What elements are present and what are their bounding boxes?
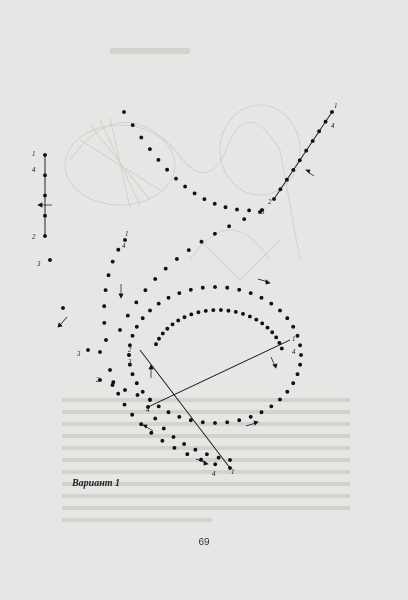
label-left-4: 4 xyxy=(122,242,126,250)
label-mid-1: 1 xyxy=(292,335,296,343)
stitch-dot xyxy=(219,308,223,312)
stitch-dot xyxy=(61,306,65,310)
stitch-dot xyxy=(237,288,241,292)
stitch-dot xyxy=(299,353,303,357)
stitch-dot xyxy=(154,342,158,346)
stitch-dot xyxy=(211,308,215,312)
label-left-1: 1 xyxy=(125,230,129,238)
stitch-dot xyxy=(266,326,270,330)
label-bottom-1: 1 xyxy=(231,468,235,476)
stitch-dot xyxy=(86,348,90,352)
stitch-dot xyxy=(134,301,138,305)
stitch-dot xyxy=(164,267,168,271)
stitch-dot xyxy=(157,337,161,341)
stitch-dot xyxy=(141,390,145,394)
arrow-diag-icon xyxy=(58,317,67,327)
stitch-dot xyxy=(187,248,191,252)
stitch-dot xyxy=(203,197,207,201)
stitch-dot xyxy=(247,209,251,213)
stitch-dot xyxy=(173,446,177,450)
thread-line-right xyxy=(274,112,332,199)
stitch-dot xyxy=(175,257,179,261)
stitch-dot xyxy=(183,185,187,189)
label-mid-2: 2 xyxy=(128,346,132,354)
stitch-dot xyxy=(213,421,217,425)
label-mid-4: 4 xyxy=(292,348,296,356)
label-lower-3: 3 xyxy=(77,350,81,358)
label-mid-3: 3 xyxy=(128,358,132,366)
stitch-dot xyxy=(135,325,139,329)
stitch-dot xyxy=(116,248,120,252)
stitch-dot xyxy=(139,422,143,426)
stitch-dot xyxy=(241,312,245,316)
label-lower-4: 4 xyxy=(146,406,150,414)
arrow-down-icon xyxy=(119,284,123,298)
stitch-dot xyxy=(242,217,246,221)
direction-arrows xyxy=(38,170,314,465)
stitch-dot xyxy=(126,314,130,318)
stitch-dot xyxy=(149,431,153,435)
stitch-dot xyxy=(189,313,193,317)
stitch-dot xyxy=(254,318,258,322)
stitch-dot xyxy=(131,334,135,338)
stitch-dot xyxy=(167,410,171,414)
stitch-dot xyxy=(201,286,205,290)
stitch-dot xyxy=(48,258,52,262)
stitch-dot xyxy=(285,390,289,394)
stitch-dot xyxy=(98,350,102,354)
stitch-dot xyxy=(177,291,181,295)
stitch-dot xyxy=(291,325,295,329)
stitch-dot xyxy=(270,330,274,334)
stitch-dot xyxy=(108,368,112,372)
stitch-dot xyxy=(200,240,204,244)
stitch-number-labels xyxy=(32,102,338,478)
stitch-dot xyxy=(274,336,278,340)
stitch-dot xyxy=(131,123,135,127)
stitch-dot xyxy=(153,417,157,421)
stitch-dot xyxy=(157,158,161,162)
stitch-dot xyxy=(182,442,186,446)
stitch-dot xyxy=(227,309,231,313)
stitch-dot xyxy=(285,316,289,320)
stitch-dot xyxy=(111,260,115,264)
thread-lines xyxy=(45,112,332,468)
stitch-dot xyxy=(213,202,217,206)
stitch-dot xyxy=(144,288,148,292)
stitch-dot xyxy=(298,343,302,347)
stitch-dot xyxy=(225,420,229,424)
label-left-bar-1: 1 xyxy=(32,150,36,158)
stitch-dot xyxy=(167,296,171,300)
stitch-dot xyxy=(193,192,197,196)
stitch-dot xyxy=(104,338,108,342)
stitch-dot xyxy=(183,315,187,319)
figure-caption: Вариант 1 xyxy=(72,478,121,489)
thread-line-mid-diag xyxy=(140,350,230,468)
label-lower-2: 2 xyxy=(96,376,100,384)
stitch-dot xyxy=(172,435,176,439)
stitch-dot xyxy=(148,309,152,313)
stitch-dot xyxy=(201,420,205,424)
stitch-dot xyxy=(227,224,231,228)
stitch-dot xyxy=(237,418,241,422)
arrow-left-lower-icon xyxy=(143,425,153,431)
stitch-dot xyxy=(107,273,111,277)
stitch-dot xyxy=(205,452,209,456)
stitch-point-dots xyxy=(43,110,334,470)
label-left-3: 3 xyxy=(37,260,41,268)
arrow-small-icon xyxy=(271,357,277,368)
stitch-dot xyxy=(224,205,228,209)
label-right-1: 1 xyxy=(334,102,338,110)
stitch-dot xyxy=(249,291,253,295)
stitch-dot xyxy=(213,232,217,236)
stitch-dot xyxy=(148,398,152,402)
stitch-dot xyxy=(123,403,127,407)
stitch-dot xyxy=(278,398,282,402)
stitch-dot xyxy=(234,310,238,314)
stitch-dot xyxy=(189,288,193,292)
stitch-dot xyxy=(269,302,273,306)
stitch-dot xyxy=(102,304,106,308)
stitch-dot xyxy=(291,381,295,385)
label-bottom-4: 4 xyxy=(212,470,216,478)
stitch-dot xyxy=(162,427,166,431)
stitch-dot xyxy=(102,321,106,325)
stitch-dot xyxy=(249,415,253,419)
label-right-4: 4 xyxy=(331,122,335,130)
stitch-dot xyxy=(131,372,135,376)
stitch-dot xyxy=(118,328,122,332)
stitch-dot xyxy=(248,315,252,319)
stitch-dot xyxy=(225,286,229,290)
arrow-right-lower-icon xyxy=(246,421,258,426)
stitch-dot xyxy=(185,452,189,456)
stitch-dot xyxy=(161,332,165,336)
label-left-bar-4: 4 xyxy=(32,166,36,174)
stitch-dot xyxy=(278,309,282,313)
stitch-dot xyxy=(280,347,284,351)
stitch-dot xyxy=(123,388,127,392)
stitch-dot xyxy=(296,372,300,376)
label-right-3: 3 xyxy=(261,208,265,216)
stitch-dot xyxy=(260,322,264,326)
label-right-2: 2 xyxy=(268,198,272,206)
stitch-dot xyxy=(213,462,217,466)
stitch-dot xyxy=(197,310,201,314)
stitch-dot xyxy=(213,285,217,289)
stitch-dot xyxy=(130,413,134,417)
stitch-dot xyxy=(104,288,108,292)
stitch-dot xyxy=(174,177,178,181)
stitch-dot xyxy=(217,456,221,460)
stitch-dot xyxy=(139,136,143,140)
stitch-dot xyxy=(194,448,198,452)
stitch-dot xyxy=(148,147,152,151)
stitch-dot xyxy=(296,334,300,338)
stitch-dot xyxy=(136,393,140,397)
label-left-bar-2: 2 xyxy=(32,233,36,241)
thread-line-mid-long xyxy=(148,340,290,407)
stitch-dot xyxy=(260,410,264,414)
stitch-dot xyxy=(116,392,120,396)
stitch-dot xyxy=(298,363,302,367)
stitch-dot xyxy=(260,296,264,300)
stitch-dot xyxy=(153,277,157,281)
stitch-dot xyxy=(141,316,145,320)
stitch-dot xyxy=(269,405,273,409)
stitch-dot xyxy=(157,405,161,409)
arrow-right-icon xyxy=(258,279,270,284)
stitch-dot xyxy=(135,381,139,385)
stitch-dot xyxy=(171,323,175,327)
stitch-dot xyxy=(157,302,161,306)
arrow-down-right-icon xyxy=(306,170,314,176)
stitch-dot xyxy=(122,110,126,114)
stitch-dot xyxy=(176,319,180,323)
stitch-dot xyxy=(111,383,115,387)
stitch-dot xyxy=(228,458,232,462)
stitch-dot xyxy=(165,327,169,331)
stitch-dot xyxy=(165,168,169,172)
stitch-dot xyxy=(177,415,181,419)
stitch-dot xyxy=(161,439,165,443)
stitch-dot xyxy=(204,309,208,313)
page-number: 69 xyxy=(198,537,210,548)
stitch-dot xyxy=(235,208,239,212)
